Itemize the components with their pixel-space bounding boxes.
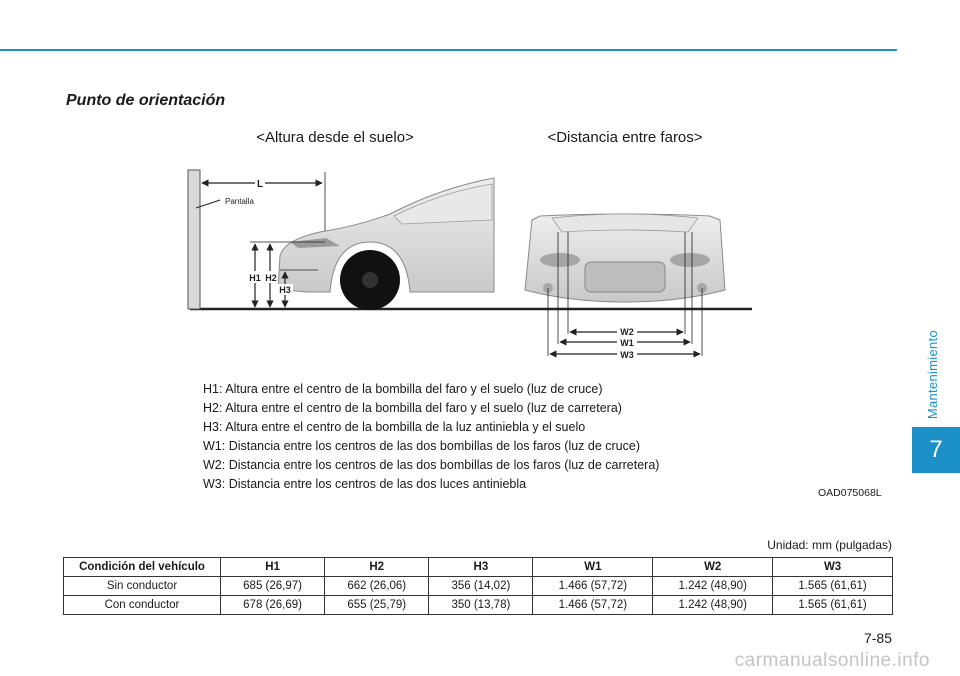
- front-windshield: [552, 214, 698, 232]
- cell-w2: 1.242 (48,90): [653, 577, 773, 596]
- label-W3: W3: [620, 350, 634, 360]
- cell-h1: 678 (26,69): [221, 596, 325, 615]
- screen-post: [188, 170, 200, 309]
- header-rule: [0, 49, 897, 51]
- cell-w1: 1.466 (57,72): [533, 596, 653, 615]
- diagram-captions: [203, 380, 659, 494]
- table-row: [64, 596, 893, 615]
- header-h1: H1: [221, 558, 325, 577]
- cell-w3: 1.565 (61,61): [773, 577, 893, 596]
- diagram-left-title: <Altura desde el suelo>: [256, 129, 414, 146]
- diagram-right-title: <Distancia entre faros>: [547, 129, 703, 146]
- cell-h3: 356 (14,02): [429, 577, 533, 596]
- caption-w2: W2: Distancia entre los centros de las dos bombillas de los faros (luz de carretera): [203, 458, 660, 472]
- chapter-number-tab: 7: [912, 427, 960, 473]
- cell-h2: 662 (26,06): [325, 577, 429, 596]
- header-w2: W2: [653, 558, 773, 577]
- front-wheel-hub: [362, 272, 378, 288]
- aiming-spec-table: [63, 557, 893, 615]
- unit-note: Unidad: mm (pulgadas): [767, 538, 892, 552]
- page-number: 7-85: [863, 630, 892, 646]
- header-h2: H2: [325, 558, 429, 577]
- header-condition: Condición del vehículo: [64, 558, 221, 577]
- table-header-row: [64, 558, 893, 577]
- cell-w2: 1.242 (48,90): [653, 596, 773, 615]
- cell-h1: 685 (26,97): [221, 577, 325, 596]
- label-W2: W2: [620, 327, 634, 337]
- table-row: [64, 577, 893, 596]
- label-H1: H1: [249, 273, 261, 283]
- headlight-aiming-diagram: [180, 120, 780, 370]
- cell-w3: 1.565 (61,61): [773, 596, 893, 615]
- label-L: L: [256, 179, 264, 190]
- section-title: Punto de orientación: [66, 92, 226, 109]
- caption-w1: W1: Distancia entre los centros de las dos bombillas de los faros (luz de cruce): [203, 439, 640, 453]
- cell-condition: Con conductor: [64, 596, 221, 615]
- cell-h3: 350 (13,78): [429, 596, 533, 615]
- label-W1: W1: [620, 338, 634, 348]
- header-w3: W3: [773, 558, 893, 577]
- caption-w3: W3: Distancia entre los centros de las dos luces antiniebla: [203, 477, 527, 491]
- front-grille: [585, 262, 665, 292]
- caption-h3: H3: Altura entre el centro de la bombilla de la luz antiniebla y el suelo: [203, 420, 586, 434]
- cell-h2: 655 (25,79): [325, 596, 429, 615]
- right-headlamp: [670, 253, 710, 267]
- watermark-text: carmanualsonline.info: [734, 650, 930, 671]
- figure-code: OAD075068L: [818, 487, 882, 499]
- cell-w1: 1.466 (57,72): [533, 577, 653, 596]
- chapter-side-label: [917, 320, 947, 430]
- caption-h1: H1: Altura entre el centro de la bombilla del faro y el suelo (luz de cruce): [203, 382, 603, 396]
- label-H2: H2: [265, 273, 277, 283]
- label-H3: H3: [279, 285, 291, 295]
- cell-condition: Sin conductor: [64, 577, 221, 596]
- caption-h2: H2: Altura entre el centro de la bombilla del faro y el suelo (luz de carretera): [203, 401, 622, 415]
- left-headlamp: [540, 253, 580, 267]
- side-window: [394, 184, 492, 224]
- chapter-side-label-text: Mantenimiento: [924, 330, 940, 420]
- header-w1: W1: [533, 558, 653, 577]
- label-pantalla: Pantalla: [225, 197, 254, 206]
- header-h3: H3: [429, 558, 533, 577]
